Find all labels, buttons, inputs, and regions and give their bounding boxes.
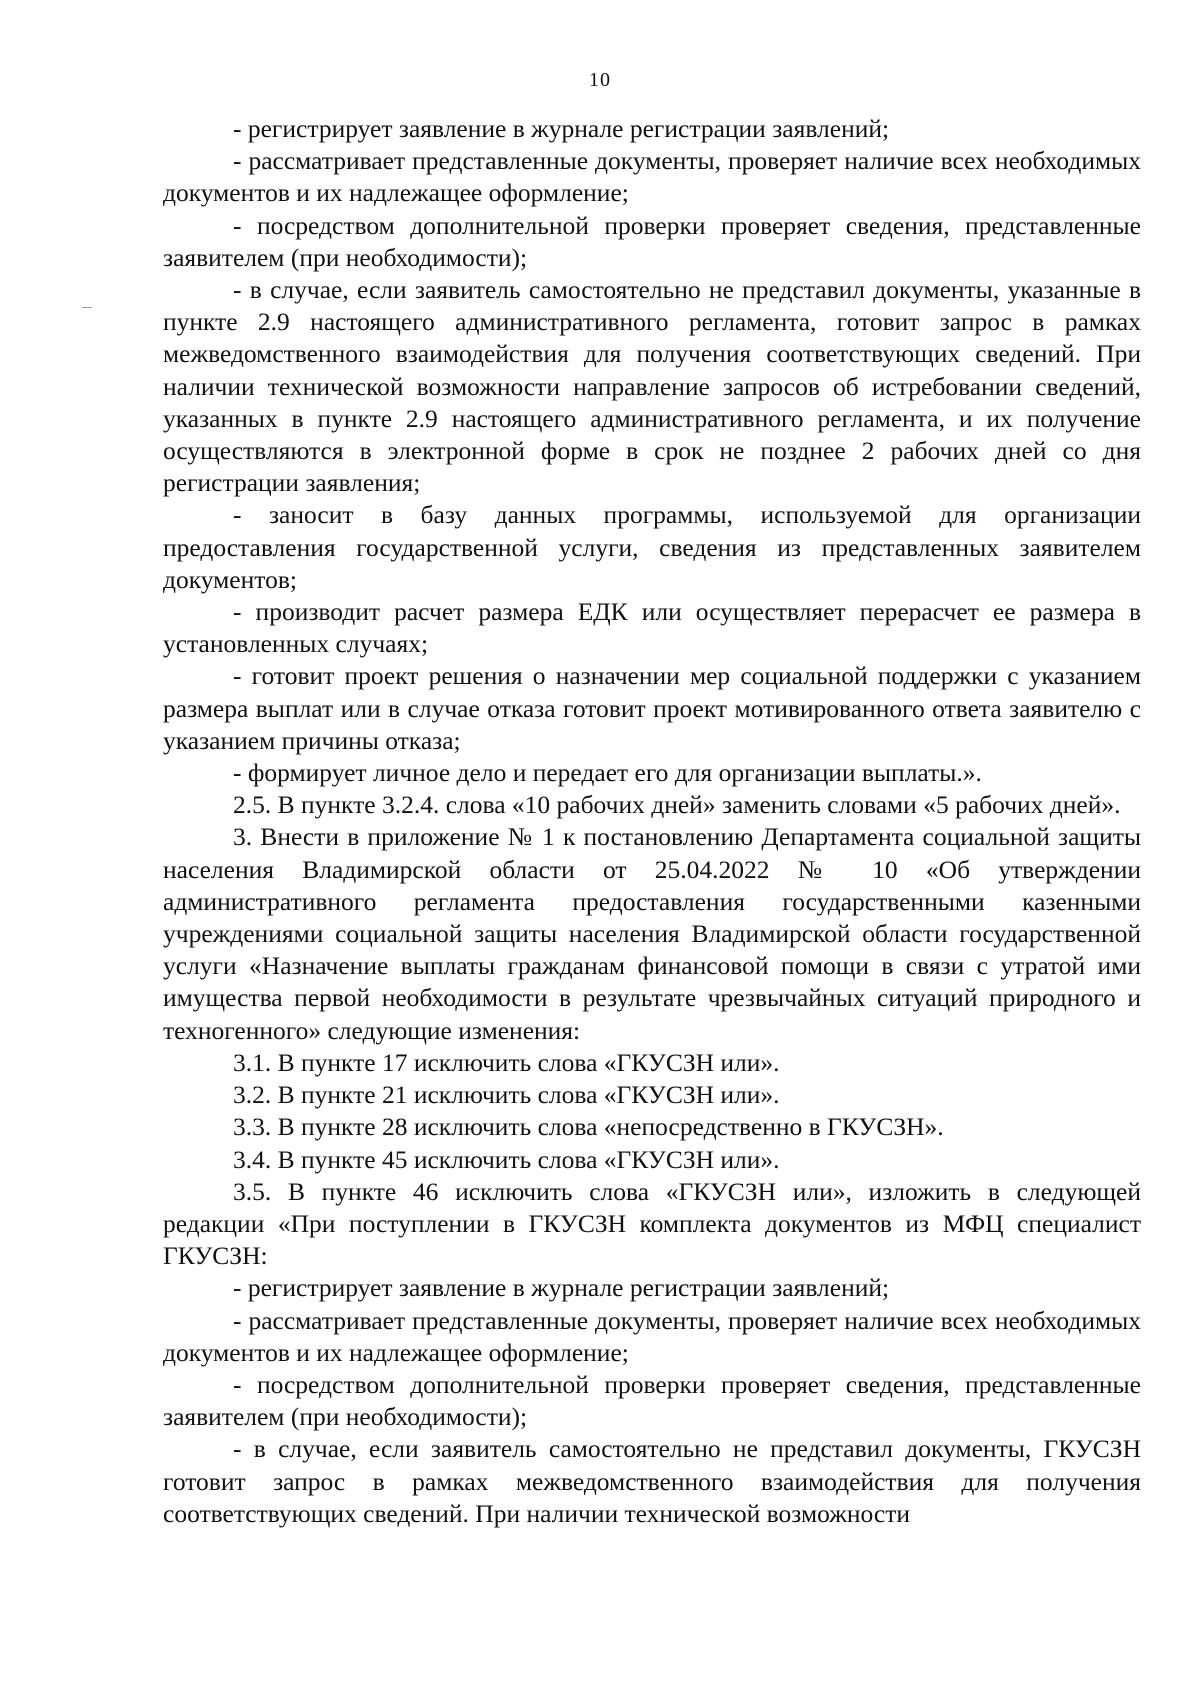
paragraph-14: 3.4. В пункте 45 исключить слова «ГКУСЗН или».: [233, 1144, 780, 1174]
paragraph-8: - формирует личное дело и передает его для организации выплаты.».: [233, 758, 982, 788]
paragraph-13: 3.3. В пункте 28 исключить слова «непосредственно в ГКУСЗН».: [233, 1112, 944, 1142]
paragraph-5: - заносит в базу данных программы, используемой для организации предоставления государственной услуги, сведения из представленных заявителем документов;: [163, 500, 1141, 594]
paragraph-12: 3.2. В пункте 21 исключить слова «ГКУСЗН или».: [233, 1080, 780, 1110]
paragraph-19: - в случае, если заявитель самостоятельно не представил документы, ГКУСЗН готовит запрос в рамках межведомственного взаимодействия для получения соответствующих сведений. При наличии технической возможности: [163, 1434, 1141, 1528]
paragraph-6: - производит расчет размера ЕДК или осуществляет перерасчет ее размера в установленных случаях;: [163, 597, 1141, 659]
paragraph-16: - регистрирует заявление в журнале регистрации заявлений;: [233, 1273, 890, 1303]
paragraph-17: - рассматривает представленные документы, проверяет наличие всех необходимых документов и их надлежащее оформление;: [163, 1305, 1141, 1367]
paragraph-3: - посредством дополнительной проверки проверяет сведения, представленные заявителем (при необходимости);: [163, 210, 1141, 272]
margin-mark: [82, 307, 92, 308]
paragraph-1: - регистрирует заявление в журнале регистрации заявлений;: [233, 114, 890, 143]
paragraph-9: 2.5. В пункте 3.2.4. слова «10 рабочих дней» заменить словами «5 рабочих дней».: [233, 790, 1121, 820]
page-number: 10: [589, 69, 611, 91]
paragraph-2: - рассматривает представленные документы, проверяет наличие всех необходимых документов и их надлежащее оформление;: [163, 146, 1141, 208]
paragraph-4: - в случае, если заявитель самостоятельно не представил документы, указанные в пункте 2.9 настоящего административного регламента, готовит запрос в рамках межведомственного взаимодействия для получения соответствующих сведений. При наличии технической возможности направление запросов об истребовании сведений, указанных в пункте 2.9 настоящего административного регламента, и их получение осуществляются в электронной форме в срок не позднее 2 рабочих дней со дня регистрации заявления;: [163, 275, 1141, 498]
paragraph-7: - готовит проект решения о назначении мер социальной поддержки с указанием размера выплат или в случае отказа готовит проект мотивированного ответа заявителю с указанием причины отказа;: [163, 661, 1141, 755]
paragraph-10: 3. Внести в приложение № 1 к постановлению Департамента социальной защиты населения Владимирской области от 25.04.2022 № 10 «Об утверждении административного регламента предоставления государственными казенными учреждениями социальной защиты населения Владимирской области государственной услуги «Назначение выплаты гражданам финансовой помощи в связи с утратой ими имущества первой необходимости в результате чрезвычайных ситуаций природного и техногенного» следующие изменения:: [163, 822, 1141, 1045]
document-body: [163, 113, 1141, 1530]
paragraph-15: 3.5. В пункте 46 исключить слова «ГКУСЗН или», изложить в следующей редакции «При поступлении в ГКУСЗН комплекта документов из МФЦ специалист ГКУСЗН:: [163, 1176, 1141, 1271]
paragraph-18: - посредством дополнительной проверки проверяет сведения, представленные заявителем (при необходимости);: [163, 1369, 1141, 1432]
paragraph-11: 3.1. В пункте 17 исключить слова «ГКУСЗН или».: [233, 1047, 780, 1077]
